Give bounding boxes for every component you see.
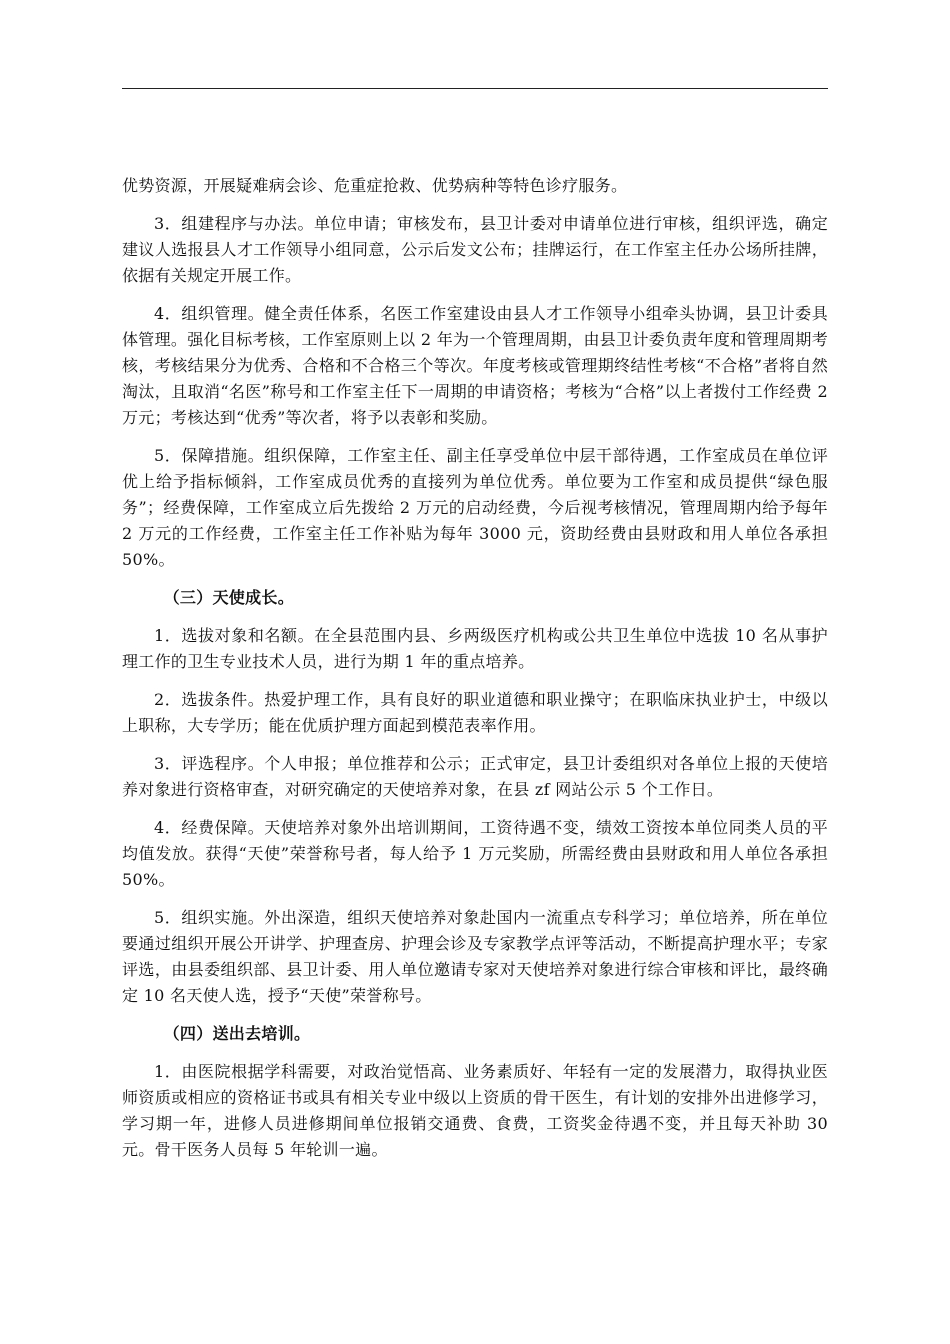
paragraph: 1．选拔对象和名额。在全县范围内县、乡两级医疗机构或公共卫生单位中选拔 10 名从事护理工作的卫生专业技术人员，进行为期 1 年的重点培养。 [122, 626, 828, 671]
paragraph: 5．组织实施。外出深造，组织天使培养对象赴国内一流重点专科学习；单位培养，所在单位要通过组织开展公开讲学、护理查房、护理会诊及专家教学点评等活动，不断提高护理水平；专家评选，由县委组织部、县卫计委、用人单位邀请专家对天使培养对象进行综合审核和评比，最终确定 10 名天使人选，授予“天使”荣誉称号。 [122, 908, 828, 1005]
paragraph: 5．保障措施。组织保障，工作室主任、副主任享受单位中层干部待遇，工作室成员在单位评优上给予指标倾斜，工作室成员优秀的直接列为单位优秀。单位要为工作室和成员提供“绿色服务”；经费保障，工作室成立后先拨给 2 万元的启动经费，今后视考核情况，管理周期内给予每年 2 万元的工作经费，工作室主任工作补贴为每年 3000 元，资助经费由县财政和用人单位各承担 50%。 [122, 446, 828, 569]
paragraph: 3．评选程序。个人申报；单位推荐和公示；正式审定，县卫计委组织对各单位上报的天使培养对象进行资格审查，对研究确定的天使培养对象，在县 zf 网站公示 5 个工作日。 [122, 754, 828, 799]
section-heading: （四）送出去培训。 [163, 1024, 311, 1043]
paragraph: 1．由医院根据学科需要，对政治觉悟高、业务素质好、年轻有一定的发展潜力，取得执业医师资质或相应的资格证书或具有相关专业中级以上资质的骨干医生，有计划的安排外出进修学习，学习期一年，进修人员进修期间单位报销交通费、食费，工资奖金待遇不变，并且每天补助 30 元。骨干医务人员每 5 年轮训一遍。 [122, 1062, 828, 1159]
document-body [122, 173, 828, 1175]
paragraph: 3．组建程序与办法。单位申请；审核发布，县卫计委对申请单位进行审核，组织评选，确定建议人选报县人才工作领导小组同意，公示后发文公布；挂牌运行，在工作室主任办公场所挂牌，依据有关规定开展工作。 [122, 214, 828, 285]
paragraph: 2．选拔条件。热爱护理工作，具有良好的职业道德和职业操守；在职临床执业护士，中级以上职称，大专学历；能在优质护理方面起到模范表率作用。 [122, 690, 828, 735]
paragraph: 4．经费保障。天使培养对象外出培训期间，工资待遇不变，绩效工资按本单位同类人员的平均值发放。获得“天使”荣誉称号者，每人给予 1 万元奖励，所需经费由县财政和用人单位各承担 50%。 [122, 818, 828, 889]
section-heading: （三）天使成长。 [163, 588, 294, 607]
paragraph: 4．组织管理。健全责任体系，名医工作室建设由县人才工作领导小组牵头协调，县卫计委具体管理。强化目标考核，工作室原则上以 2 年为一个管理周期，由县卫计委负责年度和管理周期考核，考核结果分为优秀、合格和不合格三个等次。年度考核或管理期终结性考核“不合格”者将自然淘汰，且取消“名医”称号和工作室主任下一周期的申请资格；考核为“合格”以上者拨付工作经费 2 万元；考核达到“优秀”等次者，将予以表彰和奖励。 [122, 304, 828, 427]
header-rule [122, 88, 828, 89]
paragraph: 优势资源，开展疑难病会诊、危重症抢救、优势病种等特色诊疗服务。 [122, 176, 628, 195]
